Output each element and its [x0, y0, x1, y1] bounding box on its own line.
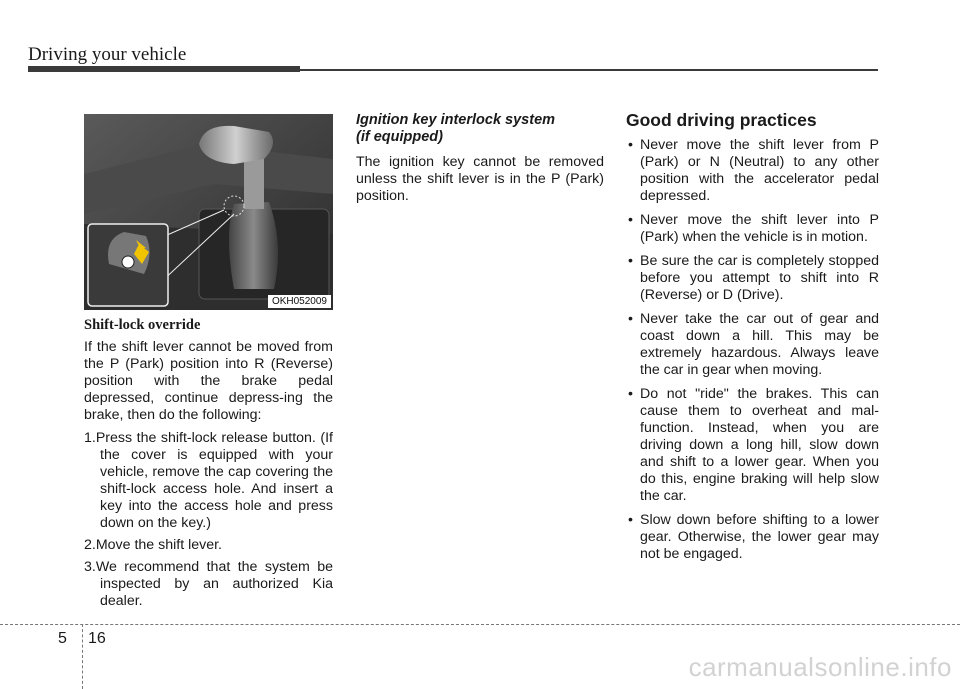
- section-title-good-driving: Good driving practices: [626, 110, 817, 130]
- subhead-line2: (if equipped): [356, 129, 443, 145]
- chapter-number: 5: [58, 630, 67, 647]
- figure-code: OKH052009: [268, 295, 331, 308]
- good-driving-list: [626, 137, 879, 563]
- column-shift-lock: [84, 317, 333, 615]
- list-item: • Never move the shift lever from P (Park) or N (Neutral) to any other position with the accelerator pedal depressed.: [626, 137, 879, 205]
- list-item: • Slow down before shifting to a lower gear. Otherwise, the lower gear may not be engaged.: [626, 512, 879, 563]
- subhead-line1: Ignition key interlock system: [356, 112, 556, 128]
- shift-lock-intro: If the shift lever cannot be moved from the P (Park) position into R (Reverse) position with the brake pedal depressed, continue depress-ing the brake, then do the following:: [84, 339, 333, 423]
- footer-vertical-divider: [82, 624, 83, 689]
- shift-lever-illustration: [84, 114, 333, 310]
- header-title: Driving your vehicle: [28, 44, 187, 65]
- watermark: carmanualsonline.info: [688, 652, 952, 682]
- header-bar: [28, 66, 300, 72]
- shift-lock-steps: [84, 430, 333, 610]
- list-item: • Never move the shift lever into P (Park) when the vehicle is in motion.: [626, 212, 879, 246]
- page-number: 16: [88, 630, 106, 647]
- list-item: • Be sure the car is completely stopped before you attempt to shift into R (Reverse) or D (Drive).: [626, 253, 879, 304]
- step-item: 3.We recommend that the system be inspected by an authorized Kia dealer.: [84, 559, 333, 609]
- column-good-driving: [626, 112, 879, 570]
- header-rule: [300, 69, 878, 71]
- subhead-ignition-interlock: [356, 112, 604, 146]
- list-item: • Do not "ride" the brakes. This can cause them to overheat and mal-function. Instead, when you are driving down a long hill, slow down and shift to a lower gear. When you do this, engine braking will help slow the car.: [626, 386, 879, 505]
- column-ignition-interlock: [356, 112, 604, 211]
- step-item: 1.Press the shift-lock release button. (If the cover is equipped with your vehicle, remove the cap covering the shift-lock access hole. And insert a key into the access hole and press down on the key.): [84, 430, 333, 531]
- subhead-shift-lock: Shift-lock override: [84, 317, 201, 333]
- list-item: • Never take the car out of gear and coast down a hill. This may be extremely hazardous. Always leave the car in gear when moving.: [626, 311, 879, 379]
- shift-lever-photo: [84, 114, 333, 310]
- step-item: 2.Move the shift lever.: [84, 537, 223, 553]
- footer-divider: [0, 624, 960, 625]
- ignition-interlock-body: The ignition key cannot be removed unless the shift lever is in the P (Park) position.: [356, 154, 604, 204]
